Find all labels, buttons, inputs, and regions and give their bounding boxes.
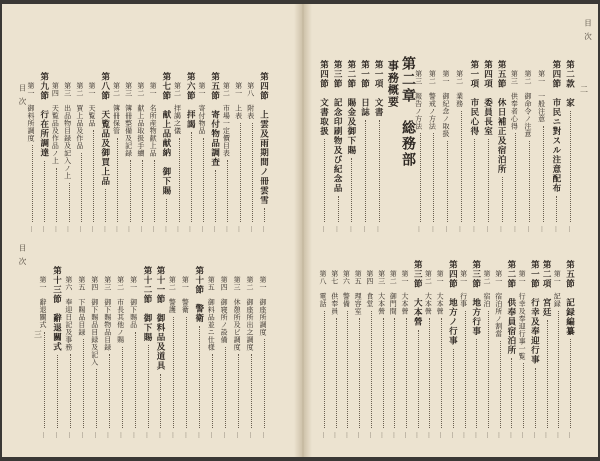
toc-entry: 第六節 拝謁 [185, 72, 196, 129]
page-number-mark: … [157, 432, 165, 438]
page-number-mark: … [457, 226, 465, 232]
page-number-mark: … [151, 226, 159, 232]
leader-dots [371, 311, 372, 429]
toc-entry: 第五 御料品並ニ仕様 [207, 276, 216, 351]
page-number-mark: … [66, 432, 74, 438]
toc-entry: 第三節 大本營 [412, 260, 423, 327]
leader-dots [324, 311, 325, 429]
right-running-head: 目次 [583, 19, 593, 46]
page-number-mark: … [224, 226, 232, 232]
leader-dots [338, 196, 339, 222]
leader-dots [523, 363, 524, 428]
leader-dots [570, 111, 571, 223]
toc-entry: 第二 買上品及作品 [75, 82, 84, 150]
page-number-mark: … [90, 226, 98, 232]
page-number-mark: … [362, 226, 369, 232]
toc-entry: 第二 市場一定價目表 [222, 82, 231, 157]
leader-dots [351, 158, 352, 222]
toc-entry: 第五節 休日補正及宿泊所 [496, 60, 507, 174]
toc-entry: 第四 天覧品及作品ノ上 [51, 82, 60, 165]
page-number-mark: … [512, 226, 520, 232]
page-number-mark: … [567, 432, 574, 438]
toc-entry: 第八節 天覧品及御買上品 [99, 72, 110, 186]
toc-entry: 第八 電話 [319, 270, 327, 308]
leader-dots [488, 139, 489, 222]
page-number-mark: … [163, 226, 171, 232]
toc-entry: 事務概要 [386, 60, 400, 108]
page-number-mark: … [485, 226, 492, 232]
toc-entry: 第一 天覧品 [88, 82, 97, 127]
page-number-mark: … [41, 432, 48, 438]
leader-dots [406, 318, 407, 428]
leader-dots [203, 138, 204, 223]
toc-entry: 第五 理容室 [354, 270, 363, 315]
left-page [2, 4, 294, 457]
leader-dots [251, 354, 252, 428]
toc-entry: 第三 大本營 [377, 270, 386, 315]
toc-entry: 第一 記録 [553, 270, 562, 308]
toc-entry: 第七 供奉員 [330, 270, 339, 315]
page-number-mark: … [531, 432, 539, 438]
toc-entry: 第四節 地方ノ行事 [447, 260, 458, 346]
toc-entry: 第五 下賜品目録 [77, 276, 86, 336]
page-number-mark: … [375, 226, 383, 232]
toc-entry: 第十節 警衛 [193, 266, 204, 323]
page-number-mark: … [526, 226, 533, 232]
page-number-mark: … [77, 226, 85, 232]
page-number-mark: … [79, 432, 87, 438]
page-number-mark: … [461, 432, 469, 438]
toc-entry: 第一 辭退關式 [39, 276, 47, 329]
page-number-mark: … [471, 226, 479, 232]
toc-entry: 第一 御紀念ノ取扱 [442, 70, 450, 138]
toc-entry: 第二款 家 [564, 60, 575, 108]
leader-dots [264, 208, 265, 222]
toc-entry: 第八 附表 [246, 82, 255, 120]
leader-dots [93, 130, 94, 222]
leader-dots [154, 160, 155, 222]
toc-entry: 第九節 行在所調達 [38, 72, 49, 158]
page-number-mark: … [567, 226, 574, 232]
leader-dots [186, 317, 187, 429]
leader-dots [558, 311, 559, 429]
page-number-mark: … [53, 226, 61, 232]
page-number-mark: … [261, 432, 268, 438]
left-running-head-2: 目次 [18, 244, 27, 271]
leader-dots [56, 168, 57, 223]
toc-entry: 第二 警戒ノ方法 [428, 70, 437, 130]
page-number-mark: … [543, 432, 551, 438]
leader-dots [227, 160, 228, 222]
toc-entry: 第二 市長其他ノ賜 [116, 276, 125, 344]
toc-entry: 第二 御座所出之調度 [246, 276, 255, 351]
toc-entry: 第一 御下賜品 [129, 276, 138, 329]
page-number-mark: … [356, 432, 364, 438]
page-number-mark: … [187, 226, 195, 232]
page-number-mark: … [438, 432, 446, 438]
leader-dots [556, 196, 557, 222]
leader-dots [264, 339, 265, 428]
toc-entry: 第二 大本營 [424, 270, 433, 315]
page-number-mark: … [131, 432, 139, 438]
leader-dots [148, 345, 149, 428]
leader-dots [511, 358, 512, 428]
leader-dots [130, 160, 131, 222]
page-number-mark: … [114, 226, 122, 232]
toc-entry: 第六 奉迎日記及事務 [64, 276, 73, 351]
page-number-mark: … [334, 226, 342, 232]
gutter [294, 4, 312, 457]
page-number-mark: … [553, 226, 561, 232]
page-number-mark: … [261, 226, 268, 232]
leader-dots [44, 161, 45, 223]
leader-dots [535, 368, 536, 429]
leader-dots [476, 339, 477, 428]
toc-entry: 第二 警護 [168, 276, 177, 314]
page-number-mark: … [496, 432, 504, 438]
page-number-mark: … [508, 432, 516, 438]
page-number-mark: … [236, 226, 244, 232]
right-folio: 二 [580, 85, 588, 94]
leader-dots [142, 160, 143, 222]
page-number-mark: … [126, 226, 134, 232]
leader-dots [117, 138, 118, 223]
leader-dots [379, 120, 380, 222]
leader-dots [474, 139, 475, 222]
page-number-mark: … [183, 432, 191, 438]
page-number-mark: … [170, 432, 178, 438]
toc-entry: 第三 簿冊整備及記録 [124, 82, 133, 157]
toc-entry: 第二 拝謁之儀 [173, 82, 182, 135]
leader-dots [238, 354, 239, 428]
toc-entry: 第二 御門間 [389, 270, 398, 315]
leader-dots [461, 111, 462, 223]
toc-entry: 第十二節 御下賜 [142, 266, 153, 342]
toc-entry: 第一 上表 [234, 82, 243, 120]
leader-dots [336, 318, 337, 428]
toc-entry: 第一項 市民心得 [468, 60, 479, 136]
leader-dots [122, 347, 123, 429]
toc-entry: 第三 休憩所及ビ調度 [233, 276, 242, 351]
leader-dots [515, 133, 516, 222]
leader-dots [359, 318, 360, 428]
page-number-mark: … [498, 226, 506, 232]
right-page [312, 4, 598, 457]
toc-entry: 第二節 供奉員宿泊所 [505, 260, 516, 355]
page-number-mark: … [426, 432, 434, 438]
toc-entry: 第一 大本營 [401, 270, 409, 315]
page-number-mark: … [138, 226, 146, 232]
toc-entry: 第一 御料所調度 [27, 82, 35, 142]
toc-entry: 第一 一般注意 [537, 70, 546, 123]
page-number-mark: … [321, 432, 328, 438]
page-number-mark: … [41, 226, 49, 232]
leader-dots [429, 318, 430, 428]
page-number-mark: … [29, 226, 36, 232]
page-number-mark: … [403, 432, 410, 438]
toc-entry: 第四節 文書取扱 [318, 60, 329, 136]
toc-entry: 第一節 日誌 [359, 60, 370, 117]
toc-entry: 第二 宿泊 [483, 270, 491, 308]
leader-dots [215, 170, 216, 222]
page-number-mark: … [348, 226, 356, 232]
page-number-mark: … [473, 432, 481, 438]
toc-entry: 第二節 賜金及御下賜 [345, 60, 356, 155]
leader-dots [212, 354, 213, 428]
leader-dots [433, 133, 434, 222]
leader-dots [225, 347, 226, 429]
leader-dots [109, 354, 110, 428]
page-number-mark: … [485, 432, 492, 438]
toc-entry: 第六 警備 [342, 270, 351, 308]
toc-entry: 第七節 献上品献納 御下賜 [160, 72, 171, 196]
page-number-mark: … [102, 226, 110, 232]
book-spread [2, 4, 598, 457]
page-number-mark: … [414, 432, 422, 438]
leader-dots [570, 339, 571, 428]
page-number-mark: … [539, 226, 547, 232]
page-number-mark: … [222, 432, 230, 438]
toc-entry: 第二 御命令ノ注意 [524, 70, 532, 138]
left-folio: 三 [34, 330, 42, 339]
leader-dots [365, 120, 366, 222]
toc-entry: 第三 出品物目録及記入ノ上 [63, 82, 72, 180]
leader-dots [500, 341, 501, 429]
leader-dots [441, 318, 442, 428]
page-number-mark: … [199, 226, 207, 232]
toc-entry: 第三 御下賜物品目録 [103, 276, 112, 351]
leader-dots [383, 318, 384, 428]
leader-dots [324, 139, 325, 222]
leader-dots [453, 349, 454, 429]
toc-entry: 第一 名所産物献上品 [149, 82, 158, 157]
toc-entry: 第十一節 御料品及道具 [154, 266, 165, 371]
toc-entry: 第三節 地方行事 [470, 260, 481, 336]
toc-entry: 第十三節 辭退關式 [51, 266, 62, 352]
toc-entry: 第二 業務 [455, 70, 464, 108]
page-number-mark: … [209, 432, 217, 438]
page-number-mark: … [332, 432, 340, 438]
page-number-mark: … [248, 226, 256, 232]
leader-dots [173, 317, 174, 429]
toc-entry: 第一 行幸及奉迎行事一覧 [518, 270, 527, 360]
leader-dots [199, 326, 200, 428]
leader-dots [105, 189, 106, 222]
leader-dots [69, 183, 70, 223]
toc-entry: 第一 大本營 [436, 270, 445, 315]
leader-dots [252, 123, 253, 223]
page-number-mark: … [444, 226, 451, 232]
toc-entry: 第四節 市民ニ對スル注意配布 [550, 60, 561, 193]
toc-entry: 第一項 文書 [373, 60, 384, 117]
page-number-mark: … [555, 432, 563, 438]
leader-dots [418, 330, 419, 429]
toc-entry: 第四節 上雲及雨期間ノ冊雲雪 [258, 72, 269, 205]
leader-dots [70, 354, 71, 428]
toc-entry: 第四 食堂 [365, 270, 374, 308]
page-number-mark: … [212, 226, 220, 232]
leader-dots [447, 141, 448, 223]
toc-entry: 第三節 記念印刷物及び紀念品 [332, 60, 343, 193]
leader-dots [44, 332, 45, 429]
page-number-mark: … [321, 226, 328, 232]
toc-entry: 第一 御座所調度 [259, 276, 267, 336]
leader-dots [529, 141, 530, 223]
toc-entry: 第五節 寄付物品調査 [209, 72, 220, 167]
leader-dots [166, 199, 167, 223]
page-number-mark: … [367, 432, 375, 438]
leader-dots [57, 355, 58, 429]
toc-entry: 第二 献上品取扱手續 [136, 82, 145, 157]
page-number-mark: … [196, 432, 204, 438]
page-number-mark: … [344, 432, 352, 438]
page-number-mark: … [391, 432, 399, 438]
page-number-mark: … [65, 226, 73, 232]
leader-dots [347, 311, 348, 429]
toc-entry: 第一 警衛 [181, 276, 190, 314]
page-number-mark: … [235, 432, 243, 438]
leader-dots [160, 374, 161, 429]
leader-dots [420, 133, 421, 222]
toc-entry: 第一節 行幸及奉迎行事 [529, 260, 540, 365]
leader-dots [135, 332, 136, 429]
leader-dots [96, 369, 97, 428]
leader-dots [543, 126, 544, 223]
page-number-mark: … [520, 432, 528, 438]
leader-dots [394, 318, 395, 428]
toc-entry: 第二項 宮廷 [541, 260, 552, 317]
page-number-mark: … [105, 432, 113, 438]
leader-dots [240, 123, 241, 223]
toc-entry: 第一 宿泊所ノ割當 [494, 270, 503, 338]
page-number-mark: … [144, 432, 152, 438]
leader-dots [81, 153, 82, 223]
toc-entry: 第三 供奉者心得 [510, 70, 519, 130]
left-running-head: 目次 [18, 84, 27, 111]
page-number-mark: … [248, 432, 256, 438]
page-number-mark: … [92, 432, 100, 438]
toc-entry: 第二章 総務部 [400, 56, 416, 168]
toc-entry: 第四 御寝所ノ設備 [220, 276, 229, 344]
page-number-mark: … [416, 226, 424, 232]
page-number-mark: … [379, 432, 387, 438]
toc-entry: 第三 報告ノ方法 [414, 70, 423, 130]
toc-entry: 第一 寄付物品 [197, 82, 206, 135]
leader-dots [488, 311, 489, 429]
page-number-mark: … [53, 432, 61, 438]
leader-dots [547, 320, 548, 428]
leader-dots [502, 177, 503, 222]
page-number-mark: … [175, 226, 183, 232]
leader-dots [179, 138, 180, 223]
page-number-mark: … [118, 432, 126, 438]
toc-entry: 第五節 記録編纂 [564, 260, 575, 336]
leader-dots [465, 311, 466, 429]
page-number-mark: … [449, 432, 457, 438]
leader-dots [83, 339, 84, 428]
toc-entry: 第一 行事 [459, 270, 468, 308]
toc-entry: 第四項 委員長室 [482, 60, 493, 136]
leader-dots [191, 132, 192, 222]
toc-entry: 第二 簿冊保管 [112, 82, 121, 135]
page-number-mark: … [430, 226, 438, 232]
toc-entry: 第四 御下賜品目録及記入 [90, 276, 99, 366]
leader-dots [32, 145, 33, 222]
